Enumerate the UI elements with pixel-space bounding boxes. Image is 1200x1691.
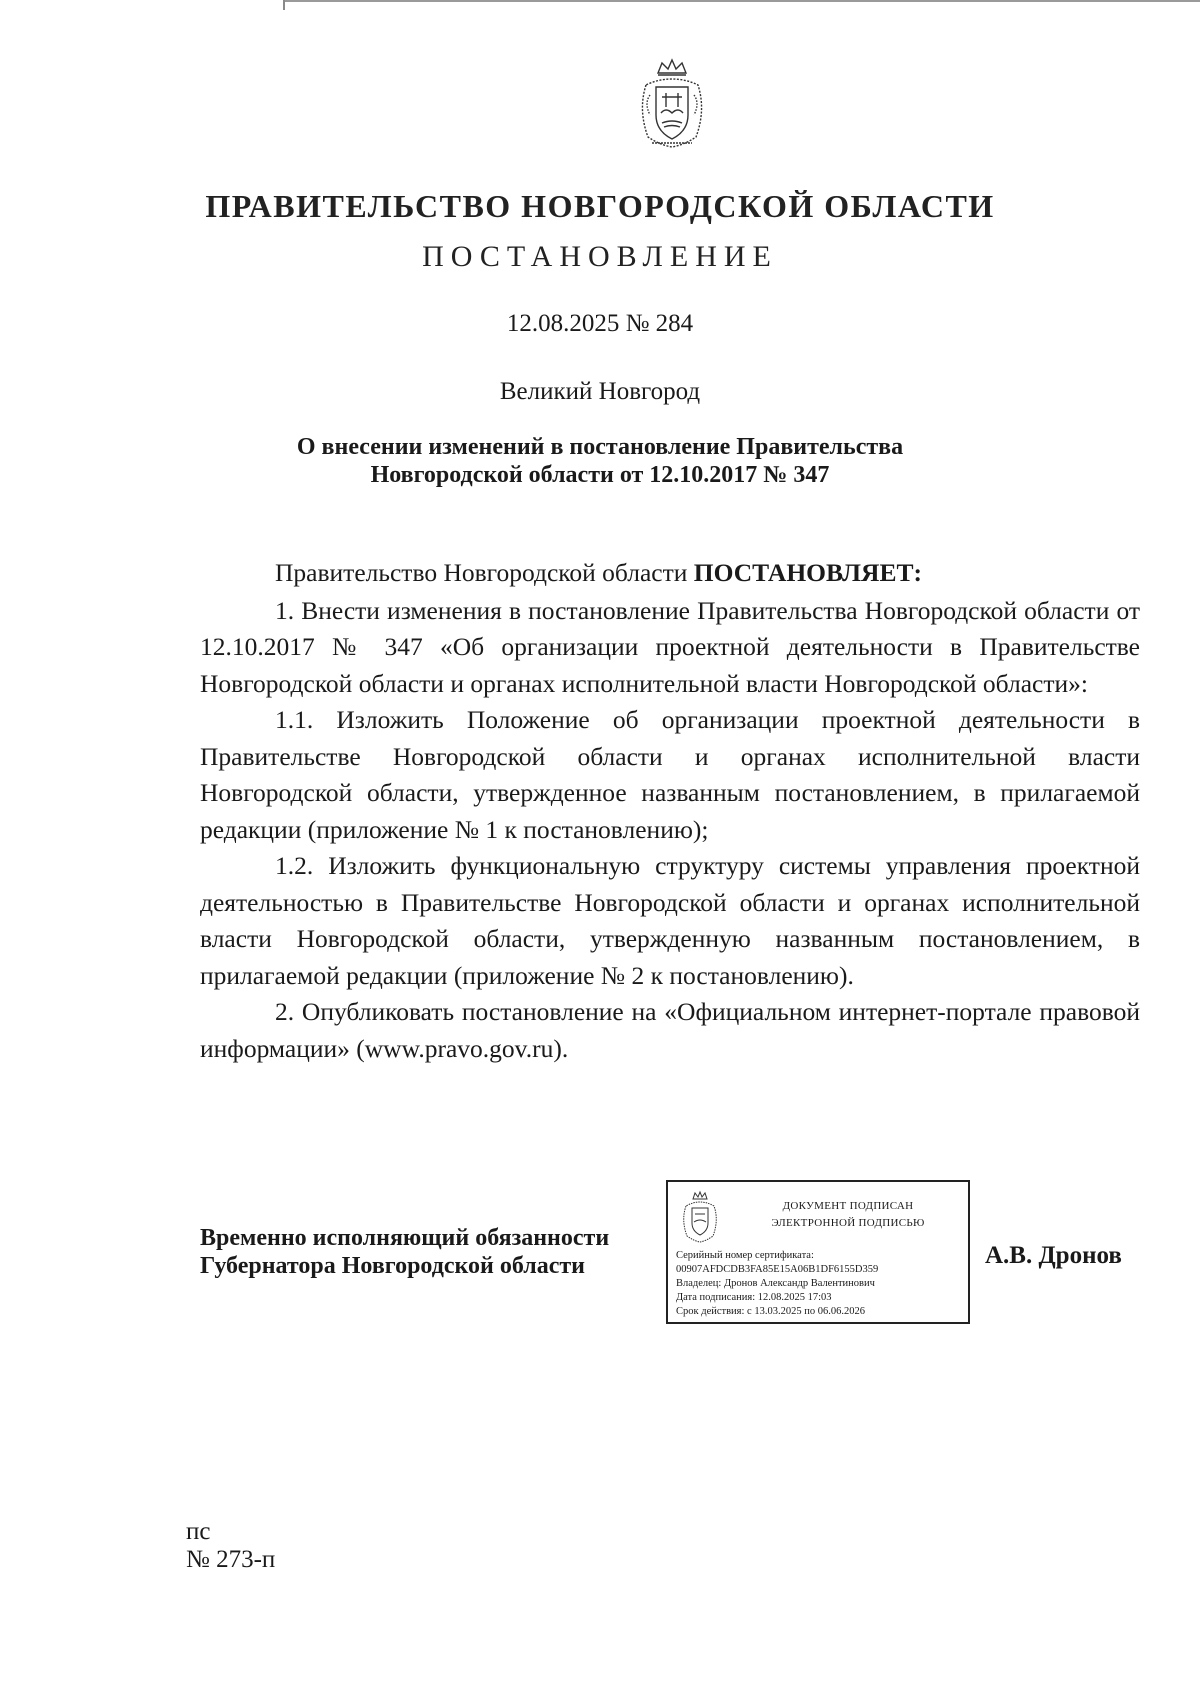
stamp-heading-line: ДОКУМЕНТ ПОДПИСАН [782,1200,914,1212]
stamp-details [676,1249,966,1319]
body-paragraph: 1. Внести изменения в постановление Правительства Новгородской области от 12.10.2017 № 347 «Об организации проектной деятельности в Правительстве Новгородской области и органах исполнительной власти Новгородской области»: [200,595,1140,698]
stamp-cert-label: Серийный номер сертификата: [676,1250,814,1261]
intro-text: Правительство Новгородской области [275,558,694,587]
footer-number: № 273-п [186,1546,276,1573]
resolution-intro [200,555,1140,592]
document-subject-line: Новгородской области от 12.10.2017 № 347 [370,462,830,488]
scan-edge-line [285,0,1200,2]
signatory-position-line: Губернатора Новгородской области [200,1253,586,1279]
stamp-heading-line: ЭЛЕКТРОННОЙ ПОДПИСЬЮ [771,1217,925,1229]
document-subject [0,433,1200,489]
stamp-heading [728,1198,968,1232]
signer-name: А.В. Дронов [985,1242,1122,1269]
government-name: ПРАВИТЕЛЬСТВО НОВГОРОДСКОЙ ОБЛАСТИ [205,188,995,224]
stamp-owner: Владелец: Дронов Александр Валентинович [676,1278,875,1289]
document-subject-line: О внесении изменений в постановление Правительства [296,434,904,460]
coat-of-arms-icon [632,55,712,155]
intro-resolves: ПОСТАНОВЛЯЕТ: [693,558,922,587]
signatory-position [200,1224,670,1280]
footer-initials: пс [186,1518,211,1545]
footer-note [186,1518,275,1574]
electronic-signature-stamp [666,1180,970,1324]
signatory-position-line: Временно исполняющий обязанности [200,1225,610,1251]
document-place: Великий Новгород [499,378,701,405]
document-type: ПОСТАНОВЛЕНИЕ [422,240,778,273]
document-date-number: 12.08.2025 № 284 [506,310,694,337]
body-paragraph: 1.2. Изложить функциональную структуру системы управления проектной деятельностью в Правительстве Новгородской области и органах исполнительной власти Новгородской области, утвержденную названным постановлением, в прилагаемой редакции (приложение № 2 к постановлению). [200,851,1140,990]
stamp-cert-serial: 00907AFDCDB3FA85E15A06B1DF6155D359 [676,1264,879,1275]
stamp-signed-date: Дата подписания: 12.08.2025 17:03 [676,1292,832,1303]
document-body [200,555,1140,1067]
stamp-validity: Срок действия: с 13.03.2025 по 06.06.2026 [676,1306,865,1317]
body-paragraph: 2. Опубликовать постановление на «Официальном интернет-портале правовой информации» (www.pravo.gov.ru). [200,997,1140,1063]
stamp-coat-of-arms-icon [678,1190,722,1246]
scan-edge-mark [283,0,285,10]
body-paragraph: 1.1. Изложить Положение об организации проектной деятельности в Правительстве Новгородской области и органах исполнительной власти Новгородской области, утвержденное названным постановлением, в прилагаемой редакции (приложение № 1 к постановлению); [200,705,1140,844]
